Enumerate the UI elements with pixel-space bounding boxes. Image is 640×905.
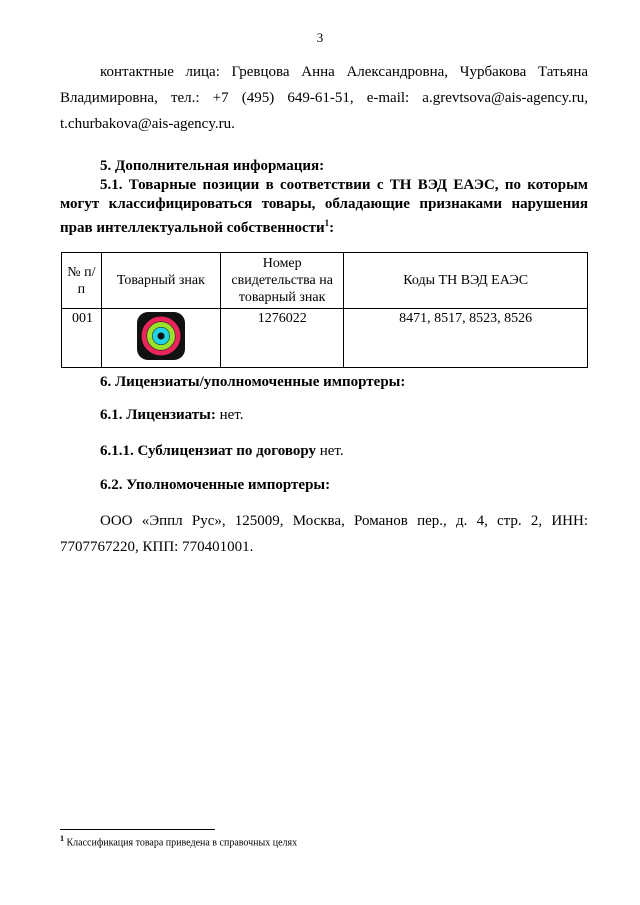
cell-trademark xyxy=(101,309,220,368)
contacts-line-2: Владимировна, тел.: +7 (495) 649-61-51, e-mail: a.grevtsova@ais-agency.ru, xyxy=(60,90,588,106)
section-5-1-title xyxy=(60,176,588,238)
contacts-paragraph xyxy=(60,59,588,137)
section-6-1-1 xyxy=(100,441,344,461)
section-6-1-label: 6.1. Лицензиаты: xyxy=(100,407,216,423)
section-5-1-text: 5.1. Товарные позиции в соответствии с ТН ВЭД ЕАЭС, по которым могут классифицироваться товары, обладающие признаками нарушения прав интеллектуальной собственности xyxy=(60,177,588,236)
table-header-row xyxy=(62,253,588,309)
cell-number: 001 xyxy=(62,309,102,368)
activity-rings-icon xyxy=(137,312,185,360)
header-certificate: Номер свидетельства на товарный знак xyxy=(221,253,344,309)
section-6-title: 6. Лицензиаты/уполномоченные импортеры: xyxy=(100,374,406,390)
cell-codes: 8471, 8517, 8523, 8526 xyxy=(344,309,588,368)
contacts-line-1: контактные лица: Гревцова Анна Александровна, Чурбакова Татьяна xyxy=(100,64,588,80)
footnote-ref: 1 xyxy=(324,218,330,228)
contacts-line-3: t.churbakova@ais-agency.ru. xyxy=(60,116,235,132)
section-5-title: 5. Дополнительная информация: xyxy=(100,158,325,174)
footnote-text: Классификация товара приведена в справочных целях xyxy=(64,837,298,849)
section-6-2-title: 6.2. Уполномоченные импортеры: xyxy=(100,477,331,493)
header-codes: Коды ТН ВЭД ЕАЭС xyxy=(344,253,588,309)
importer-paragraph: ООО «Эппл Рус», 125009, Москва, Романов пер., д. 4, стр. 2, ИНН: 7707767220, КПП: 770401001. xyxy=(60,513,588,555)
section-6-1 xyxy=(100,405,244,425)
header-number: № п/п xyxy=(62,253,102,309)
header-trademark: Товарный знак xyxy=(101,253,220,309)
trademark-table xyxy=(61,252,588,368)
footnote-mark: 1 xyxy=(60,834,64,843)
table-row xyxy=(62,309,588,368)
section-5-1-colon: : xyxy=(329,220,335,236)
footnote xyxy=(60,834,297,848)
section-6-1-value: нет. xyxy=(215,407,244,423)
section-5 xyxy=(60,157,588,238)
page-number: 3 xyxy=(316,30,324,45)
footnote-divider xyxy=(60,829,215,830)
cell-certificate: 1276022 xyxy=(221,309,344,368)
section-6-1-1-label: 6.1.1. Сублицензиат по договору xyxy=(100,443,316,459)
section-6-1-1-value: нет. xyxy=(315,443,344,459)
